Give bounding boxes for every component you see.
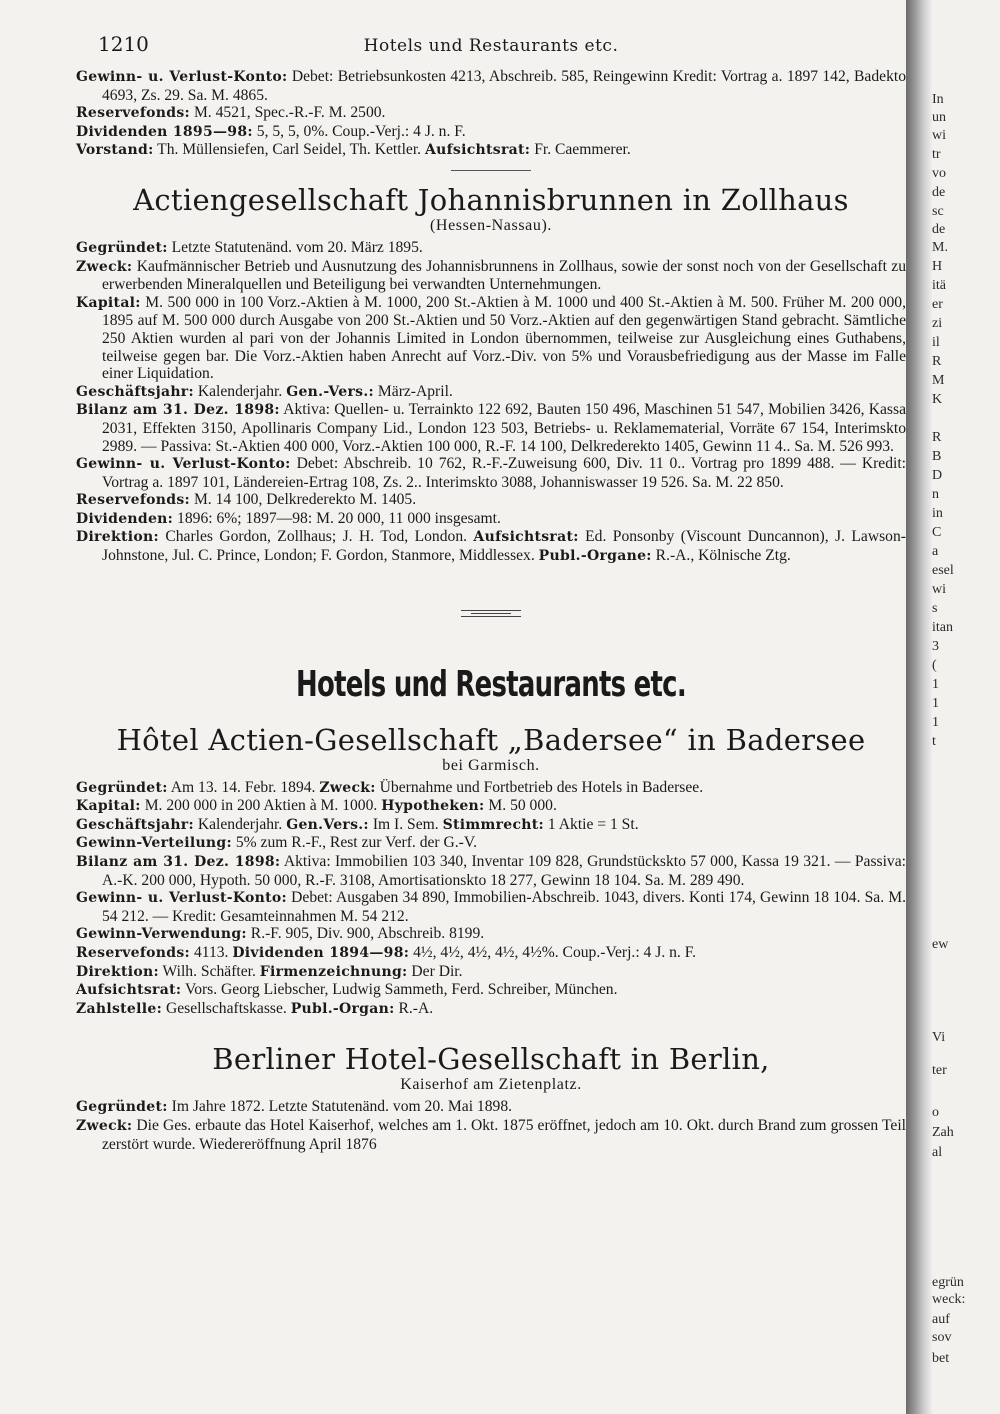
adjacent-page-fragment: t [932,734,936,749]
field-label: Geschäftsjahr: [76,383,194,400]
adjacent-page-fragment: n [932,487,939,502]
adjacent-page-fragment: M [932,373,945,388]
field-text: R.-A. [398,999,434,1017]
entry-line [76,491,906,510]
company-subtitle: Kaiserhof am Zietenplatz. [400,1076,582,1094]
field-label: Direktion: [76,963,159,980]
field-label: Zweck: [76,258,133,275]
field-text: Debet: Betriebsunkosten 4213, Abschreib. 585, Reingewinn Kredit: Vortrag a. 1897 142, Badekto 4693, Zs. 29. Sa. M. 4865. [102,68,906,104]
entry-line [76,383,906,402]
entry-line [76,239,906,258]
field-text: M. 200 000 in 200 Aktien à M. 1000. [144,797,378,815]
entry-line [76,797,906,816]
field-text: 5% zum R.-F., Rest zur Verf. der G.-V. [235,834,478,852]
field-text: Vors. Georg Liebscher, Ludwig Sammeth, Ferd. Schreiber, München. [184,981,618,999]
adjacent-page-fragment: er [932,297,943,312]
adjacent-page-fragment: in [932,506,943,521]
entry-line [76,294,906,383]
field-label: Gen.-Vers.: [286,383,374,400]
field-label: Bilanz am 31. Dez. 1898: [76,854,281,871]
adjacent-page-fragment: 1 [932,677,939,692]
field-label: Zweck: [319,779,376,796]
adjacent-page-fragment: esel [932,563,954,578]
adjacent-page-fragment: tr [932,147,941,162]
field-text: März-April. [377,382,453,400]
entry-line [76,123,906,142]
adjacent-page-fragment: auf [932,1312,950,1327]
field-text: Kalenderjahr. [197,815,283,833]
company-subtitle: (Hessen-Nassau). [429,216,552,234]
field-label: Gegründet: [76,779,168,796]
field-text: R.-A., Kölnische Ztg. [655,547,791,565]
adjacent-page-fragment: zi [932,316,943,331]
entry-line [76,963,906,982]
field-label: Gewinn- u. Verlust-Konto: [76,456,291,473]
field-text: M. 500 000 in 100 Vorz.-Aktien à M. 1000, 200 St.-Aktien à M. 1000 und 400 St.-Aktien à M. 500. Früher M. 200 000, 1895 auf M. 500 000 durch Ausgabe von 200 St.-Aktien und 50 Vorz.-Aktien auf den gegenwärtigen Stand gebracht. Sämtliche 250 Aktien wurden al pari von der Johannis Limited in London übernommen, teilweise zur Ausgleichung eines Guthabens, teilweise gegen bar. Die Vorz.-Aktien haben Anrecht auf Vorz.-Div. von 5% und Vorausbefriedigung aus der Masse im Falle einer Liquidation. [102,293,906,383]
adjacent-page-fragment: itan [932,620,953,635]
field-label: Direktion: [76,529,159,546]
entry-continued [76,68,906,160]
adjacent-page-fragment: ew [932,937,949,952]
entry-line [76,401,906,455]
entry-line [76,1098,906,1117]
field-text: 4½, 4½, 4½, 4½, 4½%. Coup.-Verj.: 4 J. n. F. [413,944,697,961]
field-label: Kapital: [76,294,141,311]
adjacent-page-fragment: il [932,335,940,350]
field-label: Gewinn-Verwendung: [76,926,247,943]
adjacent-page-fragment: B [932,449,942,464]
adjacent-page-fragment: itä [932,278,946,293]
entry-line [76,68,906,104]
running-title: Hotels und Restaurants etc. [363,36,619,56]
field-label: Publ.-Organe: [538,548,652,565]
entry-line [76,1000,906,1019]
field-text: Wilh. Schäfter. [162,962,256,980]
field-text: M. 14 100, Delkrederekto M. 1405. [193,491,417,509]
company-title: Berliner Hotel-Gesellschaft in Berlin, [212,1042,770,1077]
field-text: Gesellschaftskasse. [165,999,287,1017]
adjacent-page-fragment: H [932,259,943,274]
field-label: Reservefonds: [76,945,191,961]
entry-line [76,141,906,160]
entry-berliner-hotel [76,1098,906,1153]
field-label: Publ.-Organ: [290,1000,395,1017]
field-label: Gewinn-Verteilung: [76,835,232,852]
adjacent-page-fragment: 1 [932,715,939,730]
field-text: Debet: Ausgaben 34 890, Immobilien-Abschreib. 1043, divers. Konti 174, Gewinn 18 104. Sa. M. 54 212. — Kredit: Gesamteinnahmen M. 54 212. [102,889,906,925]
separator-rule [451,170,531,171]
field-label: Zweck: [76,1117,133,1134]
field-label: Bilanz am 31. Dez. 1898: [76,402,280,419]
adjacent-page-fragment: a [932,544,939,559]
adjacent-page-fragment: C [932,525,942,540]
adjacent-page-fragment: de [932,222,946,237]
adjacent-page-fragment: weck: [932,1292,966,1307]
entry-line [76,925,906,944]
entry-line [76,816,906,835]
field-text: M. 4521, Spec.-R.-F. M. 2500. [193,104,386,122]
adjacent-page-fragment: egrün [932,1275,964,1290]
ornament-divider [461,610,521,618]
field-label: Reservefonds: [76,492,191,509]
field-text: Th. Müllensiefen, Carl Seidel, Th. Kettler. [157,141,422,159]
field-text: Im I. Sem. [372,815,439,833]
field-text: Charles Gordon, Zollhaus; J. H. Tod, London. [165,528,468,546]
section-heading: Hotels und Restaurants etc. [296,663,686,705]
adjacent-page-fragment: R [932,354,942,369]
adjacent-page-fragment: un [932,110,946,125]
adjacent-page-fragment: 3 [932,639,939,654]
field-label: Geschäftsjahr: [76,816,194,833]
page-header [76,30,906,68]
entry-badersee [76,779,906,1019]
entry-line [76,779,906,798]
field-text: M. 50 000. [488,797,557,815]
field-label: Dividenden 1895—98: [76,123,253,140]
adjacent-page-fragment: s [932,601,938,616]
field-text: Kaufmännischer Betrieb und Ausnutzung des Johannisbrunnens in Zollhaus, sowie der sonst noch von der Gesellschaft zu erwerbenden Mineralquellen und Beteiligung bei verwandten Unternehmungen. [102,257,906,294]
field-text: 4113. [193,944,229,961]
field-text: Aktiva: Immobilien 103 340, Inventar 109 828, Grundstückskto 57 000, Kassa 19 321. — Passiva: A.-K. 200 000, Hypoth. 50 000, R.-F. 3108, Amortisationskto 18 277, Gewinn 18 104. Sa. M. 289 490. [102,853,906,889]
field-text: Aktiva: Quellen- u. Terrainkto 122 692, Bauten 150 496, Maschinen 51 547, Mobilien 3426, Kassa 2031, Effekten 3150, Apollinaris Company Lid., London 123 503, Betriebs- u. Reklamematerial, Vorräte 67 154, Interimskto 2989. — Passiva: St.-Aktien 400 000, Vorz.-Aktien 100 000, R.-F. 14 100, Delkrederekto 1405, Gewinn 11 4.. Sa. M. 526 993. [102,401,906,455]
adjacent-page-fragment: o [932,1105,939,1120]
adjacent-page-fragment: ter [932,1063,947,1078]
field-text: 1 Aktie = 1 St. [547,815,639,833]
field-text: Fr. Caemmerer. [534,141,631,159]
adjacent-page-fragment: vo [932,166,946,181]
field-text: Übernahme und Fortbetrieb des Hotels in Badersee. [379,778,704,796]
field-label: Gegründet: [76,1099,168,1116]
field-label: Gen.Vers.: [286,816,369,833]
field-label: Kapital: [76,798,141,815]
field-text: Letzte Statutenänd. vom 20. März 1895. [171,238,423,256]
adjacent-page-fragment: ( [932,658,937,673]
field-text: Der Dir. [411,962,463,980]
adjacent-page-fragment: wi [932,128,946,143]
field-text: Ed. Ponsonby (Viscount Duncannon), J. Lawson-Johnstone, Jul. C. Prince, London; F. Gordon, Stanmore, Middlessex. [102,528,906,565]
company-title: Actiengesellschaft Johannisbrunnen in Zollhaus [133,182,849,217]
adjacent-page-fragment: sc [932,204,944,219]
adjacent-page-fragment: sov [932,1330,952,1345]
entry-line [76,510,906,529]
field-text: Kalenderjahr. [197,382,283,400]
company-subtitle: bei Garmisch. [442,756,540,774]
field-text: 1896: 6%; 1897—98: M. 20 000, 11 000 insgesamt. [177,509,501,527]
field-label: Zahlstelle: [76,1000,163,1017]
adjacent-page-fragment: Zah [932,1125,954,1140]
adjacent-page-fragment: wi [932,582,946,597]
adjacent-page-fragment: bet [932,1351,950,1366]
field-label: Gegründet: [76,239,168,256]
adjacent-page-fragment: R [932,430,942,445]
field-text: 5, 5, 5, 0%. Coup.-Verj.: 4 J. n. F. [256,122,466,140]
field-label: Firmenzeichnung: [259,963,408,980]
adjacent-page-fragment: de [932,185,946,200]
adjacent-page-fragment: D [932,468,943,483]
entry-line [76,889,906,925]
entry-line [76,944,906,963]
entry-johannisbrunnen [76,239,906,566]
field-text: R.-F. 905, Div. 900, Abschreib. 8199. [250,925,485,943]
field-label: Reservefonds: [76,105,191,122]
field-label: Aufsichtsrat: [473,529,579,546]
adjacent-page-fragment: In [932,92,944,107]
field-label: Aufsichtsrat: [424,142,531,159]
field-text: Die Ges. erbaute das Hotel Kaiserhof, welches am 1. Okt. 1875 eröffnet, jedoch am 10. Okt. durch Brand zum grossen Teil zerstört wurde. Wiedereröffnung April 1876 [102,1116,906,1153]
entry-line [76,853,906,889]
entry-line [76,528,906,565]
field-text: Am 13. 14. Febr. 1894. [170,778,316,796]
adjacent-page-fragment: 1 [932,696,939,711]
page-number: 1210 [98,32,149,56]
entry-line [76,104,906,123]
field-label: Dividenden 1894—98: [232,945,410,961]
field-label: Dividenden: [76,510,174,527]
entry-line [76,834,906,853]
field-text: Debet: Abschreib. 10 762, R.-F.-Zuweisung 600, Div. 11 0.. Vortrag pro 1899 488. — Kredit: Vortrag a. 1897 101, Ländereien-Ertrag 108, Zs. 2.. Interimskto 3088, Johanniswasser 19 526. Sa. M. 22 850. [102,455,906,491]
adjacent-page-fragment: al [932,1145,943,1160]
field-label: Gewinn- u. Verlust-Konto: [76,69,288,85]
company-title: Hôtel Actien-Gesellschaft „Badersee“ in Badersee [116,722,866,757]
page-gutter-shadow [906,0,932,1414]
main-column [76,30,906,1153]
entry-line [76,981,906,1000]
field-label: Stimmrecht: [442,816,545,833]
adjacent-page-fragments [932,0,1000,1414]
entry-line [76,258,906,294]
field-label: Hypotheken: [381,798,485,815]
entry-line [76,455,906,491]
adjacent-page-fragment: Vi [932,1030,946,1045]
field-label: Aufsichtsrat: [76,982,182,999]
field-text: Im Jahre 1872. Letzte Statutenänd. vom 20. Mai 1898. [171,1098,513,1116]
field-label: Vorstand: [76,142,154,159]
entry-line [76,1117,906,1153]
adjacent-page-fragment: M. [932,240,948,255]
adjacent-page-fragment: K [932,392,943,407]
field-label: Gewinn- u. Verlust-Konto: [76,890,288,907]
